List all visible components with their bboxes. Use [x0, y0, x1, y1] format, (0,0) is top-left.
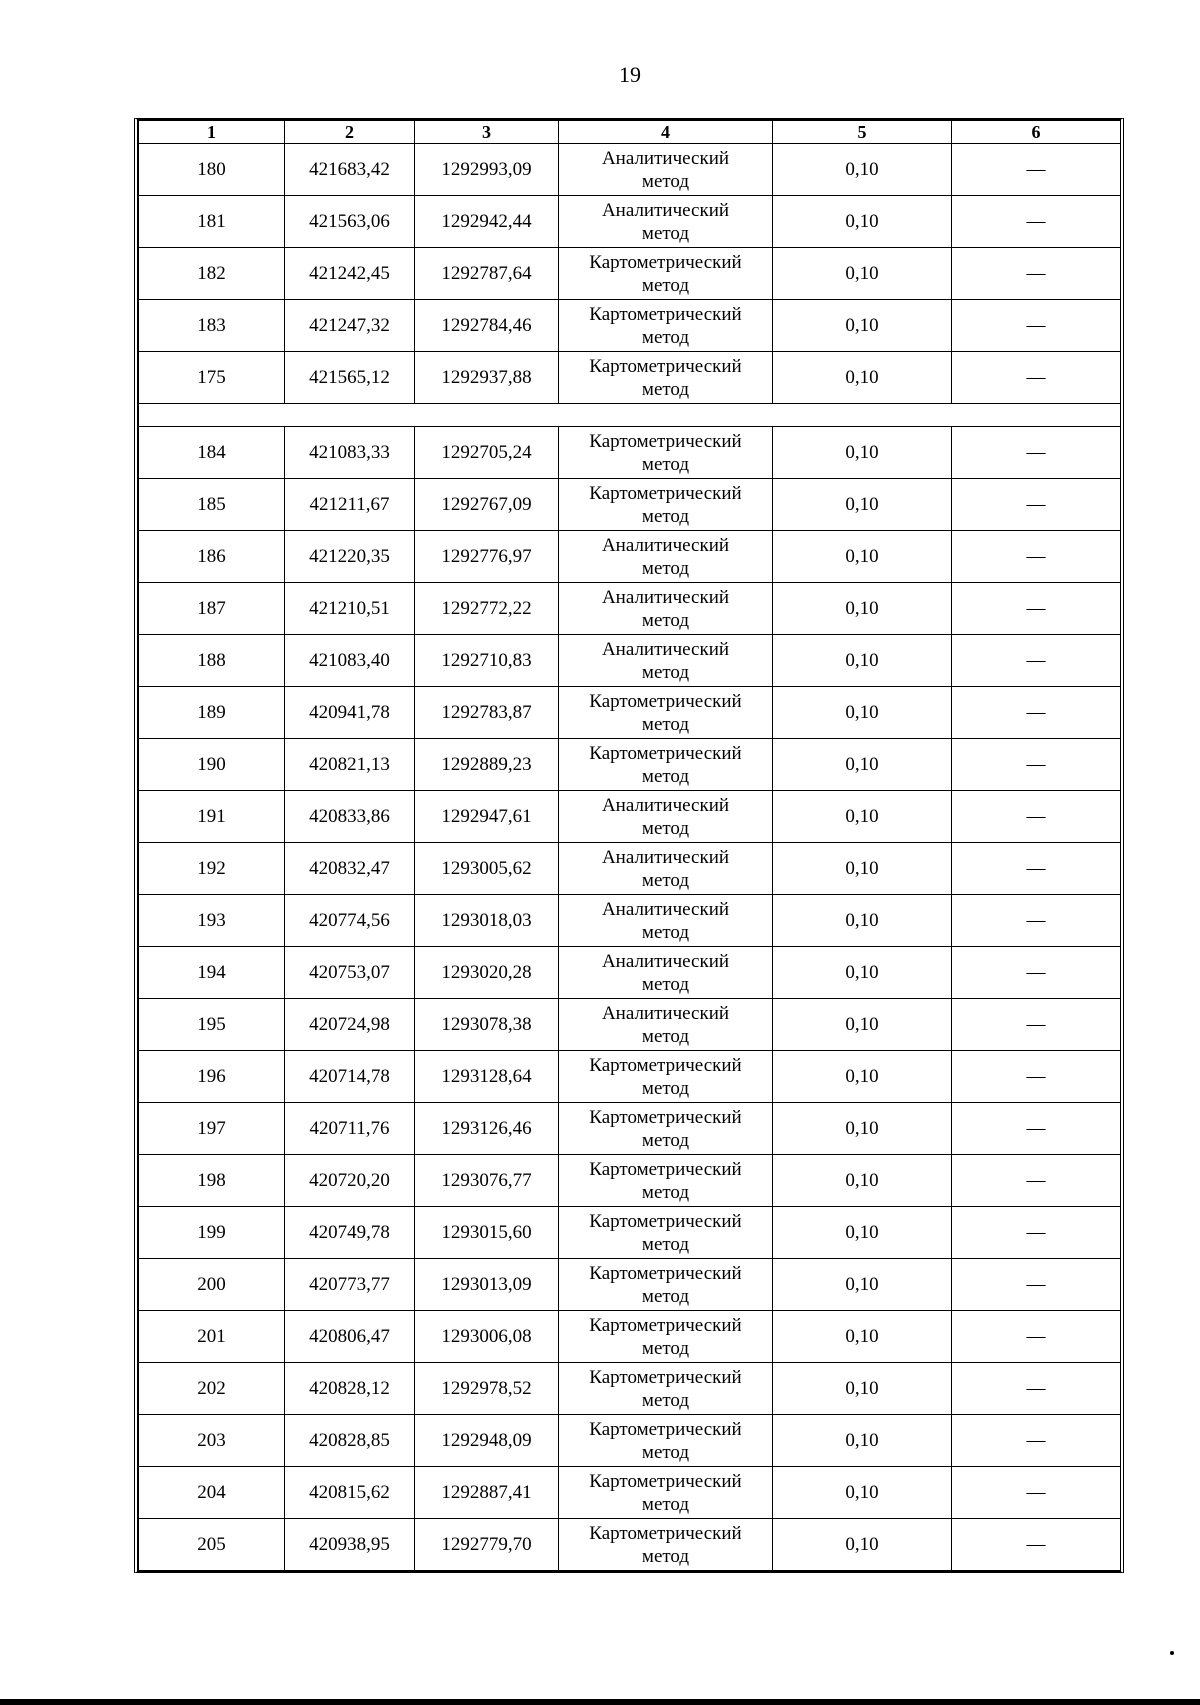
method-name: Картометрический — [589, 303, 742, 325]
point-number-cell: 187 — [139, 583, 285, 635]
coord-x-cell: 421247,32 — [285, 300, 415, 352]
dash-cell: — — [952, 583, 1121, 635]
table-row — [139, 1311, 1121, 1363]
method-name: Картометрический — [589, 1522, 742, 1544]
dash-cell: — — [952, 1103, 1121, 1155]
method-word: метод — [641, 1129, 690, 1151]
coord-x-cell: 421242,45 — [285, 248, 415, 300]
method-word: метод — [641, 1181, 690, 1203]
coord-x-cell: 420753,07 — [285, 947, 415, 999]
accuracy-cell: 0,10 — [773, 1051, 952, 1103]
coord-y-cell: 1292767,09 — [415, 479, 559, 531]
coord-y-cell: 1293020,28 — [415, 947, 559, 999]
coord-x-cell: 421083,40 — [285, 635, 415, 687]
method-word: метод — [641, 713, 690, 735]
coord-x-cell: 420806,47 — [285, 1311, 415, 1363]
coord-y-cell: 1292948,09 — [415, 1415, 559, 1467]
coord-x-cell: 421683,42 — [285, 144, 415, 196]
coord-y-cell: 1292978,52 — [415, 1363, 559, 1415]
method-name: Картометрический — [589, 1366, 742, 1388]
method-name: Картометрический — [589, 355, 742, 377]
coord-x-cell: 421220,35 — [285, 531, 415, 583]
dash-cell: — — [952, 1259, 1121, 1311]
dash-cell: — — [952, 999, 1121, 1051]
table-row — [139, 947, 1121, 999]
method-word: метод — [641, 661, 690, 683]
accuracy-cell: 0,10 — [773, 531, 952, 583]
accuracy-cell: 0,10 — [773, 999, 952, 1051]
point-number-cell: 205 — [139, 1519, 285, 1571]
point-number-cell: 191 — [139, 791, 285, 843]
method-word: метод — [641, 505, 690, 527]
method-cell — [559, 531, 773, 583]
accuracy-cell: 0,10 — [773, 1207, 952, 1259]
table-row — [139, 999, 1121, 1051]
table-row — [139, 1467, 1121, 1519]
method-cell — [559, 583, 773, 635]
method-name: Аналитический — [601, 846, 730, 868]
coord-x-cell: 420832,47 — [285, 843, 415, 895]
point-number-cell: 188 — [139, 635, 285, 687]
point-number-cell: 185 — [139, 479, 285, 531]
column-header: 4 — [559, 121, 773, 144]
method-name: Аналитический — [601, 586, 730, 608]
accuracy-cell: 0,10 — [773, 1415, 952, 1467]
column-header: 6 — [952, 121, 1121, 144]
table-row — [139, 427, 1121, 479]
method-name: Картометрический — [589, 251, 742, 273]
method-name: Картометрический — [589, 1314, 742, 1336]
dash-cell: — — [952, 248, 1121, 300]
method-word: метод — [641, 1025, 690, 1047]
coordinates-table-wrapper — [134, 118, 1124, 1573]
table-row — [139, 531, 1121, 583]
method-name: Аналитический — [601, 1002, 730, 1024]
dash-cell: — — [952, 1467, 1121, 1519]
coord-y-cell: 1292889,23 — [415, 739, 559, 791]
coord-y-cell: 1292993,09 — [415, 144, 559, 196]
point-number-cell: 204 — [139, 1467, 285, 1519]
coord-y-cell: 1292937,88 — [415, 352, 559, 404]
method-word: метод — [641, 170, 690, 192]
point-number-cell: 193 — [139, 895, 285, 947]
method-word: метод — [641, 274, 690, 296]
accuracy-cell: 0,10 — [773, 1519, 952, 1571]
dash-cell: — — [952, 300, 1121, 352]
method-word: метод — [641, 973, 690, 995]
coord-y-cell: 1292779,70 — [415, 1519, 559, 1571]
method-word: метод — [641, 557, 690, 579]
dash-cell: — — [952, 196, 1121, 248]
dash-cell: — — [952, 1519, 1121, 1571]
point-number-cell: 199 — [139, 1207, 285, 1259]
table-row — [139, 248, 1121, 300]
method-name: Картометрический — [589, 1262, 742, 1284]
accuracy-cell: 0,10 — [773, 687, 952, 739]
method-cell — [559, 1051, 773, 1103]
accuracy-cell: 0,10 — [773, 791, 952, 843]
table-row — [139, 300, 1121, 352]
table-row — [139, 1051, 1121, 1103]
method-name: Аналитический — [601, 199, 730, 221]
coord-y-cell: 1292947,61 — [415, 791, 559, 843]
coord-x-cell: 420749,78 — [285, 1207, 415, 1259]
method-name: Картометрический — [589, 742, 742, 764]
method-cell — [559, 1311, 773, 1363]
coord-y-cell: 1293005,62 — [415, 843, 559, 895]
coord-y-cell: 1292787,64 — [415, 248, 559, 300]
table-row — [139, 791, 1121, 843]
column-header: 2 — [285, 121, 415, 144]
accuracy-cell: 0,10 — [773, 1363, 952, 1415]
coord-y-cell: 1292942,44 — [415, 196, 559, 248]
method-cell — [559, 739, 773, 791]
coord-x-cell: 420724,98 — [285, 999, 415, 1051]
method-cell — [559, 1207, 773, 1259]
coord-x-cell: 420938,95 — [285, 1519, 415, 1571]
method-name: Картометрический — [589, 1106, 742, 1128]
method-word: метод — [641, 609, 690, 631]
accuracy-cell: 0,10 — [773, 352, 952, 404]
accuracy-cell: 0,10 — [773, 427, 952, 479]
table-body — [139, 144, 1121, 1571]
coord-y-cell: 1293128,64 — [415, 1051, 559, 1103]
dash-cell: — — [952, 1311, 1121, 1363]
method-name: Картометрический — [589, 1054, 742, 1076]
method-word: метод — [641, 869, 690, 891]
column-header: 5 — [773, 121, 952, 144]
method-cell — [559, 479, 773, 531]
table-row — [139, 583, 1121, 635]
dash-cell: — — [952, 352, 1121, 404]
method-cell — [559, 1519, 773, 1571]
method-cell — [559, 248, 773, 300]
table-row — [139, 1259, 1121, 1311]
table-row — [139, 895, 1121, 947]
coord-y-cell: 1292784,46 — [415, 300, 559, 352]
accuracy-cell: 0,10 — [773, 1155, 952, 1207]
table-row — [139, 687, 1121, 739]
point-number-cell: 184 — [139, 427, 285, 479]
point-number-cell: 182 — [139, 248, 285, 300]
method-name: Картометрический — [589, 1210, 742, 1232]
dash-cell: — — [952, 947, 1121, 999]
method-cell — [559, 427, 773, 479]
table-row — [139, 196, 1121, 248]
accuracy-cell: 0,10 — [773, 947, 952, 999]
point-number-cell: 183 — [139, 300, 285, 352]
method-name: Картометрический — [589, 1418, 742, 1440]
method-cell — [559, 1259, 773, 1311]
point-number-cell: 189 — [139, 687, 285, 739]
coord-x-cell: 420833,86 — [285, 791, 415, 843]
dash-cell: — — [952, 1155, 1121, 1207]
method-cell — [559, 300, 773, 352]
method-cell — [559, 843, 773, 895]
point-number-cell: 181 — [139, 196, 285, 248]
dash-cell: — — [952, 635, 1121, 687]
point-number-cell: 180 — [139, 144, 285, 196]
point-number-cell: 190 — [139, 739, 285, 791]
group-separator-cell — [139, 404, 1121, 427]
column-header: 3 — [415, 121, 559, 144]
accuracy-cell: 0,10 — [773, 196, 952, 248]
dash-cell: — — [952, 144, 1121, 196]
coord-x-cell: 421211,67 — [285, 479, 415, 531]
method-name: Аналитический — [601, 950, 730, 972]
coord-y-cell: 1293076,77 — [415, 1155, 559, 1207]
method-word: метод — [641, 1441, 690, 1463]
dash-cell: — — [952, 687, 1121, 739]
accuracy-cell: 0,10 — [773, 479, 952, 531]
table-row — [139, 1363, 1121, 1415]
method-name: Картометрический — [589, 1470, 742, 1492]
coord-x-cell: 420828,85 — [285, 1415, 415, 1467]
header-row — [139, 121, 1121, 144]
method-word: метод — [641, 1077, 690, 1099]
method-word: метод — [641, 1493, 690, 1515]
coord-x-cell: 421083,33 — [285, 427, 415, 479]
coord-y-cell: 1293015,60 — [415, 1207, 559, 1259]
dash-cell: — — [952, 531, 1121, 583]
coord-x-cell: 420711,76 — [285, 1103, 415, 1155]
method-cell — [559, 1415, 773, 1467]
dash-cell: — — [952, 1207, 1121, 1259]
table-row — [139, 352, 1121, 404]
table-row — [139, 1207, 1121, 1259]
method-cell — [559, 947, 773, 999]
method-word: метод — [641, 921, 690, 943]
method-word: метод — [641, 1545, 690, 1567]
coordinates-table — [138, 120, 1121, 1571]
method-word: метод — [641, 453, 690, 475]
table-row — [139, 739, 1121, 791]
coord-y-cell: 1293126,46 — [415, 1103, 559, 1155]
page-number: 19 — [619, 62, 641, 87]
point-number-cell: 202 — [139, 1363, 285, 1415]
column-header: 1 — [139, 121, 285, 144]
method-cell — [559, 999, 773, 1051]
dash-cell: — — [952, 843, 1121, 895]
method-word: метод — [641, 378, 690, 400]
coord-x-cell: 420720,20 — [285, 1155, 415, 1207]
method-name: Аналитический — [601, 638, 730, 660]
coord-y-cell: 1292776,97 — [415, 531, 559, 583]
method-cell — [559, 1467, 773, 1519]
point-number-cell: 186 — [139, 531, 285, 583]
method-name: Картометрический — [589, 430, 742, 452]
coord-x-cell: 420815,62 — [285, 1467, 415, 1519]
table-row — [139, 144, 1121, 196]
dash-cell: — — [952, 1051, 1121, 1103]
point-number-cell: 175 — [139, 352, 285, 404]
method-word: метод — [641, 222, 690, 244]
point-number-cell: 192 — [139, 843, 285, 895]
table-header — [139, 121, 1121, 144]
coord-x-cell: 420941,78 — [285, 687, 415, 739]
method-name: Картометрический — [589, 1158, 742, 1180]
method-cell — [559, 687, 773, 739]
table-row — [139, 843, 1121, 895]
method-word: метод — [641, 1337, 690, 1359]
coord-x-cell: 420774,56 — [285, 895, 415, 947]
method-word: метод — [641, 817, 690, 839]
method-word: метод — [641, 326, 690, 348]
accuracy-cell: 0,10 — [773, 739, 952, 791]
method-name: Аналитический — [601, 794, 730, 816]
table-row — [139, 635, 1121, 687]
table-row — [139, 1155, 1121, 1207]
table-row — [139, 1103, 1121, 1155]
accuracy-cell: 0,10 — [773, 1259, 952, 1311]
method-cell — [559, 791, 773, 843]
point-number-cell: 197 — [139, 1103, 285, 1155]
method-word: метод — [641, 1389, 690, 1411]
coord-y-cell: 1292710,83 — [415, 635, 559, 687]
method-name: Аналитический — [601, 898, 730, 920]
point-number-cell: 198 — [139, 1155, 285, 1207]
accuracy-cell: 0,10 — [773, 1311, 952, 1363]
coord-y-cell: 1293006,08 — [415, 1311, 559, 1363]
dash-cell: — — [952, 1415, 1121, 1467]
point-number-cell: 194 — [139, 947, 285, 999]
method-cell — [559, 196, 773, 248]
method-word: метод — [641, 1233, 690, 1255]
dash-cell: — — [952, 791, 1121, 843]
method-cell — [559, 895, 773, 947]
method-cell — [559, 352, 773, 404]
method-name: Картометрический — [589, 690, 742, 712]
coord-y-cell: 1292887,41 — [415, 1467, 559, 1519]
dash-cell: — — [952, 427, 1121, 479]
coord-x-cell: 420821,13 — [285, 739, 415, 791]
coord-x-cell: 421210,51 — [285, 583, 415, 635]
method-cell — [559, 635, 773, 687]
method-cell — [559, 1363, 773, 1415]
accuracy-cell: 0,10 — [773, 248, 952, 300]
method-cell — [559, 1103, 773, 1155]
table-row — [139, 1415, 1121, 1467]
coord-x-cell: 420714,78 — [285, 1051, 415, 1103]
point-number-cell: 201 — [139, 1311, 285, 1363]
method-word: метод — [641, 765, 690, 787]
dash-cell: — — [952, 739, 1121, 791]
accuracy-cell: 0,10 — [773, 1467, 952, 1519]
accuracy-cell: 0,10 — [773, 144, 952, 196]
coord-y-cell: 1293078,38 — [415, 999, 559, 1051]
coord-x-cell: 420828,12 — [285, 1363, 415, 1415]
coord-y-cell: 1292705,24 — [415, 427, 559, 479]
coord-x-cell: 421563,06 — [285, 196, 415, 248]
dash-cell: — — [952, 1363, 1121, 1415]
coord-x-cell: 420773,77 — [285, 1259, 415, 1311]
coord-y-cell: 1293013,09 — [415, 1259, 559, 1311]
point-number-cell: 200 — [139, 1259, 285, 1311]
coord-y-cell: 1292783,87 — [415, 687, 559, 739]
footer-rule — [0, 1699, 1200, 1705]
table-row — [139, 1519, 1121, 1571]
coord-x-cell: 421565,12 — [285, 352, 415, 404]
method-name: Картометрический — [589, 482, 742, 504]
accuracy-cell: 0,10 — [773, 843, 952, 895]
accuracy-cell: 0,10 — [773, 583, 952, 635]
scan-dot — [1170, 1651, 1174, 1655]
method-cell — [559, 1155, 773, 1207]
method-cell — [559, 144, 773, 196]
group-separator-row — [139, 404, 1121, 427]
coord-y-cell: 1293018,03 — [415, 895, 559, 947]
coord-y-cell: 1292772,22 — [415, 583, 559, 635]
method-name: Аналитический — [601, 147, 730, 169]
method-word: метод — [641, 1285, 690, 1307]
dash-cell: — — [952, 479, 1121, 531]
point-number-cell: 195 — [139, 999, 285, 1051]
accuracy-cell: 0,10 — [773, 895, 952, 947]
dash-cell: — — [952, 895, 1121, 947]
accuracy-cell: 0,10 — [773, 635, 952, 687]
accuracy-cell: 0,10 — [773, 1103, 952, 1155]
method-name: Аналитический — [601, 534, 730, 556]
point-number-cell: 196 — [139, 1051, 285, 1103]
accuracy-cell: 0,10 — [773, 300, 952, 352]
table-row — [139, 479, 1121, 531]
point-number-cell: 203 — [139, 1415, 285, 1467]
